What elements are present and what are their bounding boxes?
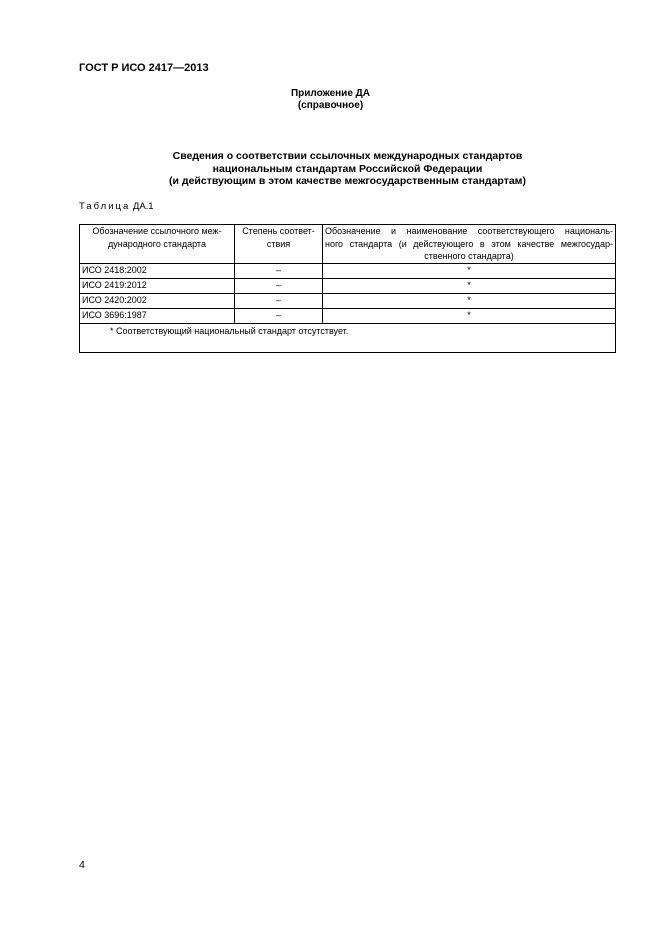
cell-national-standard: * <box>323 293 616 308</box>
table-row <box>80 263 616 278</box>
header-line: ствия <box>266 238 291 249</box>
cell-standard-name: ИСО 2420:2002 <box>80 293 235 308</box>
annex-heading <box>60 150 635 188</box>
standards-correspondence-table <box>79 224 616 353</box>
table-caption-id: ДА.1 <box>132 201 154 212</box>
table-row <box>80 293 616 308</box>
cell-national-standard: * <box>323 278 616 293</box>
cell-degree: – <box>235 308 323 323</box>
header-national-standard <box>323 225 616 264</box>
cell-degree: – <box>235 293 323 308</box>
table-footnote: * Соответствующий национальный стандарт отсутствует. <box>80 323 616 352</box>
cell-standard-name: ИСО 2418:2002 <box>80 263 235 278</box>
document-code: ГОСТ Р ИСО 2417—2013 <box>79 62 209 74</box>
header-line: ного стандарта (и действующего в этом качестве межгосудар- <box>325 238 613 249</box>
cell-degree: – <box>235 278 323 293</box>
cell-standard-name: ИСО 3696:1987 <box>80 308 235 323</box>
heading-line: (и действующим в этом качестве межгосударственным стандартам) <box>169 175 526 187</box>
table-caption-word: Таблица <box>79 201 131 212</box>
cell-standard-name: ИСО 2419:2012 <box>80 278 235 293</box>
table-row <box>80 308 616 323</box>
header-line: Обозначение ссылочного меж- <box>92 226 222 236</box>
header-line: Степень соответ- <box>242 226 315 236</box>
header-degree <box>235 225 323 264</box>
table-caption <box>79 201 154 212</box>
table-row <box>80 278 616 293</box>
page-number: 4 <box>79 859 85 871</box>
cell-national-standard: * <box>323 308 616 323</box>
table-footnote-row <box>80 323 616 352</box>
cell-degree: – <box>235 263 323 278</box>
heading-line: Сведения о соответствии ссылочных международных стандартов <box>172 150 523 162</box>
annex-title: Приложение ДА <box>290 88 371 99</box>
header-line: дународного стандарта <box>108 238 206 249</box>
annex-subtitle: (справочное) <box>297 100 364 111</box>
heading-line: национальным стандартам Российской Федерации <box>212 162 483 175</box>
header-line: ственного стандарта) <box>424 251 514 261</box>
header-reference-standard <box>80 225 235 264</box>
cell-national-standard: * <box>323 263 616 278</box>
header-line: Обозначение и наименование соответствующего националь- <box>325 226 613 236</box>
table-header-row <box>80 225 616 264</box>
